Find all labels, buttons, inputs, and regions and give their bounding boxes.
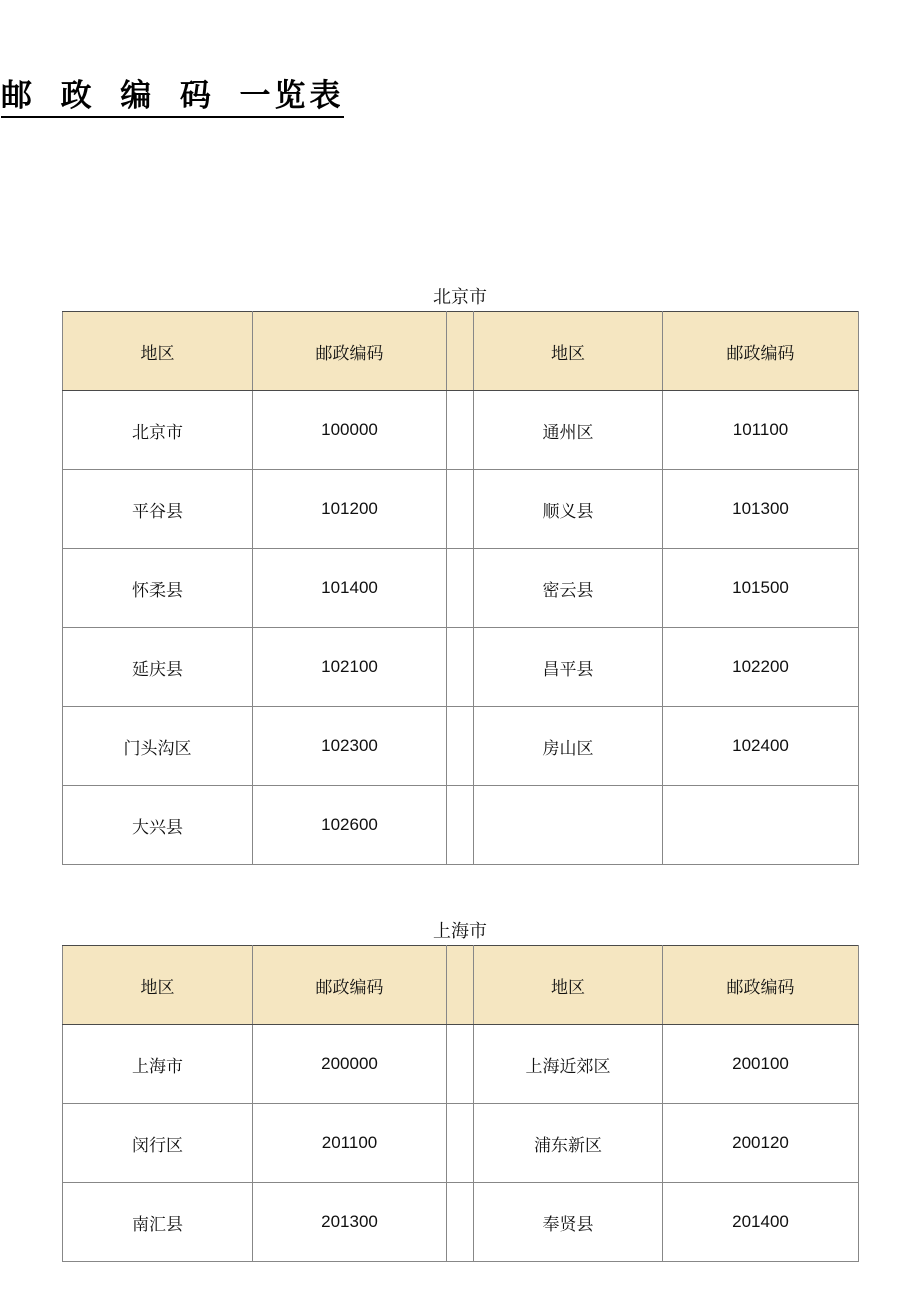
postal-code-cell: 上海近郊区 — [474, 1025, 663, 1104]
postal-code-cell: 102600 — [253, 786, 447, 865]
region-cell: 101100 — [663, 391, 859, 470]
postal-code-cell — [474, 786, 663, 865]
spacer-cell — [447, 707, 474, 786]
document-title: 邮 政 编 码 一览表 — [1, 79, 344, 118]
region-cell: 北京市 — [63, 391, 253, 470]
header-row — [63, 946, 859, 1025]
table-caption: 北京市 — [433, 287, 487, 307]
table-row — [63, 707, 859, 786]
header-cell: 地区 — [474, 312, 663, 391]
spacer-cell — [447, 391, 474, 470]
table-row — [63, 470, 859, 549]
postal-code-cell: 房山区 — [474, 707, 663, 786]
spacer-cell — [447, 1104, 474, 1183]
postal-code-cell: 密云县 — [474, 549, 663, 628]
region-cell: 101500 — [663, 549, 859, 628]
postal-code-cell: 102300 — [253, 707, 447, 786]
header-cell: 邮政编码 — [663, 312, 859, 391]
table-row — [63, 786, 859, 865]
postal-code-cell: 昌平县 — [474, 628, 663, 707]
region-cell: 102200 — [663, 628, 859, 707]
table-row — [63, 1183, 859, 1262]
header-cell: 地区 — [474, 946, 663, 1025]
spacer-cell — [447, 1025, 474, 1104]
region-cell: 201400 — [663, 1183, 859, 1262]
header-cell: 邮政编码 — [253, 312, 447, 391]
spacer-cell — [447, 628, 474, 707]
region-cell: 南汇县 — [63, 1183, 253, 1262]
header-spacer-cell — [447, 946, 474, 1025]
region-cell: 闵行区 — [63, 1104, 253, 1183]
region-cell: 200120 — [663, 1104, 859, 1183]
header-cell: 地区 — [63, 946, 253, 1025]
table-row — [63, 549, 859, 628]
postal-code-cell: 201300 — [253, 1183, 447, 1262]
header-spacer-cell — [447, 312, 474, 391]
postal-code-cell: 101200 — [253, 470, 447, 549]
table-row — [63, 1025, 859, 1104]
postal-code-table — [62, 311, 859, 865]
region-cell: 大兴县 — [63, 786, 253, 865]
header-cell: 邮政编码 — [663, 946, 859, 1025]
region-cell: 延庆县 — [63, 628, 253, 707]
table-caption: 上海市 — [433, 921, 487, 941]
region-cell: 上海市 — [63, 1025, 253, 1104]
region-cell: 怀柔县 — [63, 549, 253, 628]
region-cell — [663, 786, 859, 865]
table-row — [63, 391, 859, 470]
postal-code-cell: 奉贤县 — [474, 1183, 663, 1262]
table-row — [63, 628, 859, 707]
spacer-cell — [447, 470, 474, 549]
header-cell: 邮政编码 — [253, 946, 447, 1025]
header-cell: 地区 — [63, 312, 253, 391]
postal-code-cell: 100000 — [253, 391, 447, 470]
postal-code-cell: 顺义县 — [474, 470, 663, 549]
region-cell: 平谷县 — [63, 470, 253, 549]
region-cell: 200100 — [663, 1025, 859, 1104]
region-cell: 102400 — [663, 707, 859, 786]
spacer-cell — [447, 786, 474, 865]
postal-code-cell: 200000 — [253, 1025, 447, 1104]
table-row — [63, 1104, 859, 1183]
spacer-cell — [447, 549, 474, 628]
region-cell: 门头沟区 — [63, 707, 253, 786]
postal-code-cell: 浦东新区 — [474, 1104, 663, 1183]
postal-code-cell: 通州区 — [474, 391, 663, 470]
postal-code-cell: 101400 — [253, 549, 447, 628]
header-row — [63, 312, 859, 391]
region-cell: 101300 — [663, 470, 859, 549]
postal-code-cell: 201100 — [253, 1104, 447, 1183]
spacer-cell — [447, 1183, 474, 1262]
postal-code-cell: 102100 — [253, 628, 447, 707]
postal-code-table — [62, 945, 859, 1262]
